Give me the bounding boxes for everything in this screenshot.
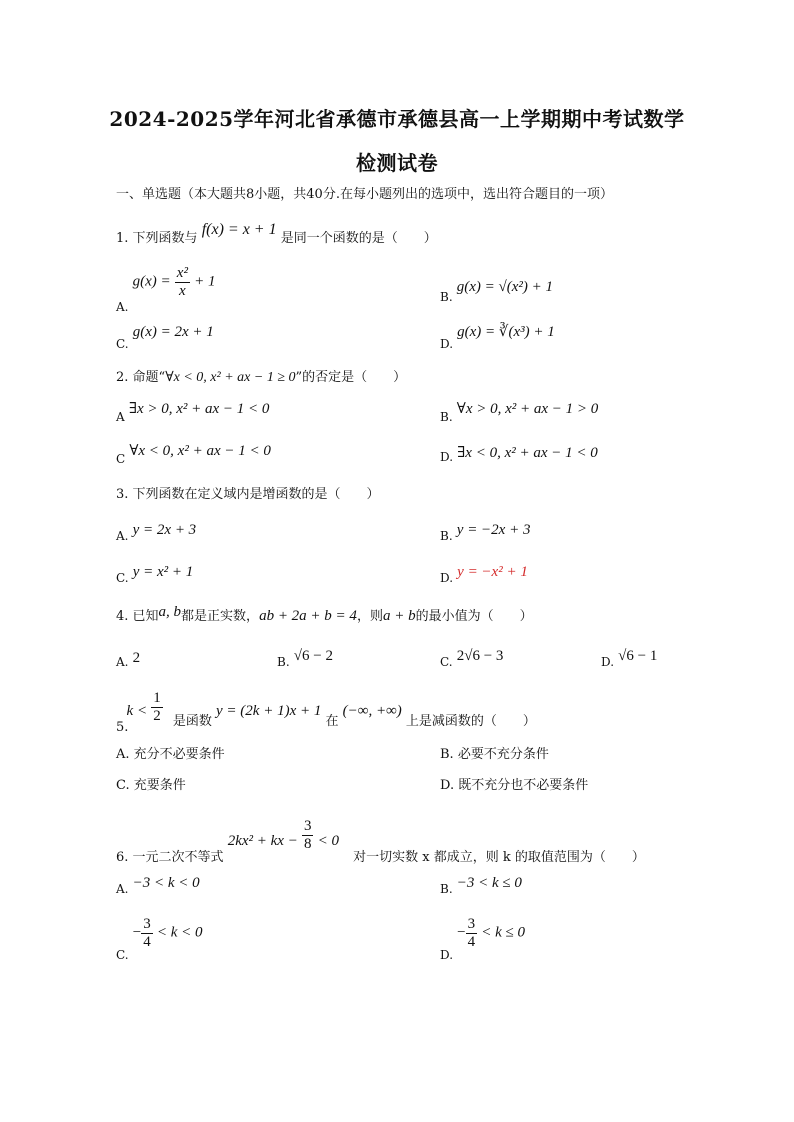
q4-option-a[interactable] xyxy=(116,650,141,669)
q4-stem-sum: a + b xyxy=(382,608,416,624)
q6-d-fraction xyxy=(466,916,478,950)
q4-c-label: C. xyxy=(440,655,453,669)
q1-a-frac-num: x² xyxy=(176,265,188,281)
q2-a-formula: ∃x > 0, x² + ax − 1 < 0 xyxy=(128,401,270,417)
q1-a-label: A. xyxy=(116,299,129,314)
q4-option-c[interactable] xyxy=(440,648,504,669)
q2-stem-text-a: 2. 命题“ xyxy=(116,370,166,385)
q1-c-label: C. xyxy=(116,337,129,351)
q2-a-label: A xyxy=(116,410,125,424)
q1-stem-text-a: 1. 下列函数与 xyxy=(116,231,198,246)
q5-option-a[interactable]: A. 充分不必要条件 xyxy=(116,747,225,762)
question-2-stem xyxy=(116,371,406,385)
q4-stem-text-a: 4. 已知 xyxy=(116,609,159,624)
q6-a-formula: −3 < k < 0 xyxy=(132,875,200,891)
q4-option-d[interactable] xyxy=(601,648,658,669)
q3-option-d[interactable] xyxy=(440,564,528,585)
q6-c-post: < k < 0 xyxy=(156,924,203,941)
question-5-stem xyxy=(116,690,536,735)
q6-d-frac-num: 3 xyxy=(467,916,476,932)
q4-a-label: A. xyxy=(116,655,129,669)
q2-option-d[interactable] xyxy=(440,445,598,464)
q2-b-label: B. xyxy=(440,410,453,424)
q6-c-fraction xyxy=(141,916,153,950)
q1-a-left: g(x) = xyxy=(132,273,171,290)
q3-b-formula: y = −2x + 3 xyxy=(456,522,531,538)
q4-stem-vars: a, b xyxy=(158,604,182,620)
q1-option-c[interactable] xyxy=(116,324,214,351)
q2-c-formula: ∀x < 0, x² + ax − 1 < 0 xyxy=(129,443,271,459)
q1-d-label: D. xyxy=(440,337,454,351)
q6-frac-den: 8 xyxy=(303,835,312,852)
q6-c-label: C. xyxy=(116,947,129,962)
q6-d-post: < k ≤ 0 xyxy=(481,924,526,941)
q6-a-label: A. xyxy=(116,882,129,896)
q6-d-frac-den: 4 xyxy=(467,933,476,950)
q2-stem-formula: ∀x < 0, x² + ax − 1 ≥ 0 xyxy=(165,370,296,385)
q2-option-c[interactable] xyxy=(116,443,271,466)
q2-d-label: D. xyxy=(440,450,454,464)
q4-option-b[interactable] xyxy=(277,648,333,669)
q4-c-value: 2√6 − 3 xyxy=(456,648,504,664)
q6-d-label: D. xyxy=(440,947,454,962)
q3-c-formula: y = x² + 1 xyxy=(132,564,194,580)
q3-b-label: B. xyxy=(440,529,453,543)
q6-option-b[interactable] xyxy=(440,875,522,896)
q3-option-a[interactable] xyxy=(116,522,197,543)
q5-stem-text-a: 是函数 xyxy=(172,713,212,729)
q1-option-a[interactable] xyxy=(116,265,216,314)
q1-option-d[interactable] xyxy=(440,324,555,351)
q6-option-d[interactable] xyxy=(440,916,526,962)
q2-b-formula: ∀x > 0, x² + ax − 1 > 0 xyxy=(456,401,599,417)
q2-stem-text-b: ”的否定是（ ） xyxy=(295,370,407,385)
q1-stem-formula: f(x) = x + 1 xyxy=(201,221,277,238)
q4-stem-equation: ab + 2a + b = 4 xyxy=(259,608,357,624)
q4-d-label: D. xyxy=(601,655,615,669)
q5-number: 5. xyxy=(116,719,129,735)
q1-b-label: B. xyxy=(440,290,453,304)
q5-k-frac-num: 1 xyxy=(153,690,161,706)
q4-stem-text-d: 的最小值为（ ） xyxy=(415,609,533,624)
q3-c-label: C. xyxy=(116,571,129,585)
q4-d-value: √6 − 1 xyxy=(618,648,658,664)
question-1-stem xyxy=(116,221,437,246)
q6-c-pre: − xyxy=(132,924,142,941)
question-3-stem: 3. 下列函数在定义域内是增函数的是（ ） xyxy=(116,487,380,502)
q5-option-c[interactable]: C. 充要条件 xyxy=(116,778,186,793)
q6-ineq-fraction xyxy=(302,818,314,852)
page-title-line1: 2024-2025学年河北省承德市承德县高一上学期期中考试数学 xyxy=(109,107,685,131)
q1-c-formula: g(x) = 2x + 1 xyxy=(132,324,214,340)
q6-ineq-left: 2kx² + kx − xyxy=(227,832,298,849)
q3-option-b[interactable] xyxy=(440,522,531,543)
q6-d-pre: − xyxy=(457,924,466,941)
question-6-stem xyxy=(116,818,645,865)
q4-a-value: 2 xyxy=(132,650,141,666)
q5-option-b[interactable]: B. 必要不充分条件 xyxy=(440,747,549,762)
q6-c-frac-den: 4 xyxy=(143,933,151,950)
q6-b-label: B. xyxy=(440,882,453,896)
q1-a-right: + 1 xyxy=(194,273,216,290)
q4-stem-text-c: ，则 xyxy=(356,609,383,624)
q5-stem-text-c: 上是减函数的（ ） xyxy=(405,713,536,729)
q6-c-frac-num: 3 xyxy=(143,916,151,932)
q6-frac-num: 3 xyxy=(303,818,312,834)
q6-b-formula: −3 < k ≤ 0 xyxy=(456,875,522,891)
q2-option-b[interactable] xyxy=(440,401,599,424)
page-title-line2: 检测试卷 xyxy=(356,151,438,175)
q4-b-label: B. xyxy=(277,655,290,669)
q1-option-b[interactable] xyxy=(440,279,554,304)
q6-ineq-right: < 0 xyxy=(317,832,339,849)
q2-d-formula: ∃x < 0, x² + ax − 1 < 0 xyxy=(457,445,598,461)
q4-stem-text-b: 都是正实数， xyxy=(181,609,260,624)
section-header: 一、单选题（本大题共8小题，共40分.在每小题列出的选项中，选出符合题目的一项） xyxy=(116,187,613,202)
q6-option-c[interactable] xyxy=(116,916,203,962)
q5-stem-text-b: 在 xyxy=(325,713,339,729)
q3-d-label: D. xyxy=(440,571,454,585)
q2-c-label: C xyxy=(116,452,126,466)
q5-k-fraction xyxy=(151,690,163,724)
q5-stem-function: y = (2k + 1)x + 1 xyxy=(216,702,322,719)
q1-d-formula: g(x) = ∛(x³) + 1 xyxy=(457,324,555,340)
q5-stem-interval: (−∞, +∞) xyxy=(342,702,402,719)
q3-a-label: A. xyxy=(116,529,129,543)
q3-a-formula: y = 2x + 3 xyxy=(132,522,197,538)
q1-a-frac-den: x xyxy=(179,282,186,299)
q1-b-formula: g(x) = √(x²) + 1 xyxy=(456,279,554,295)
q4-b-value: √6 − 2 xyxy=(293,648,333,664)
q1-stem-text-b: 是同一个函数的是（ ） xyxy=(280,231,437,246)
q2-option-a[interactable] xyxy=(116,401,270,424)
q3-option-c[interactable] xyxy=(116,564,194,585)
q6-stem-text-a: 6. 一元二次不等式 xyxy=(116,849,224,865)
question-4-stem xyxy=(116,604,533,624)
q5-k-left: k < xyxy=(126,702,148,719)
q5-option-d[interactable]: D. 既不充分也不必要条件 xyxy=(440,778,589,793)
q3-d-formula: y = −x² + 1 xyxy=(457,564,528,580)
q6-option-a[interactable] xyxy=(116,875,200,896)
q5-k-frac-den: 2 xyxy=(153,707,161,724)
q6-stem-text-b: 对一切实数 x 都成立，则 k 的取值范围为（ ） xyxy=(353,849,645,865)
q1-a-fraction xyxy=(175,265,190,299)
